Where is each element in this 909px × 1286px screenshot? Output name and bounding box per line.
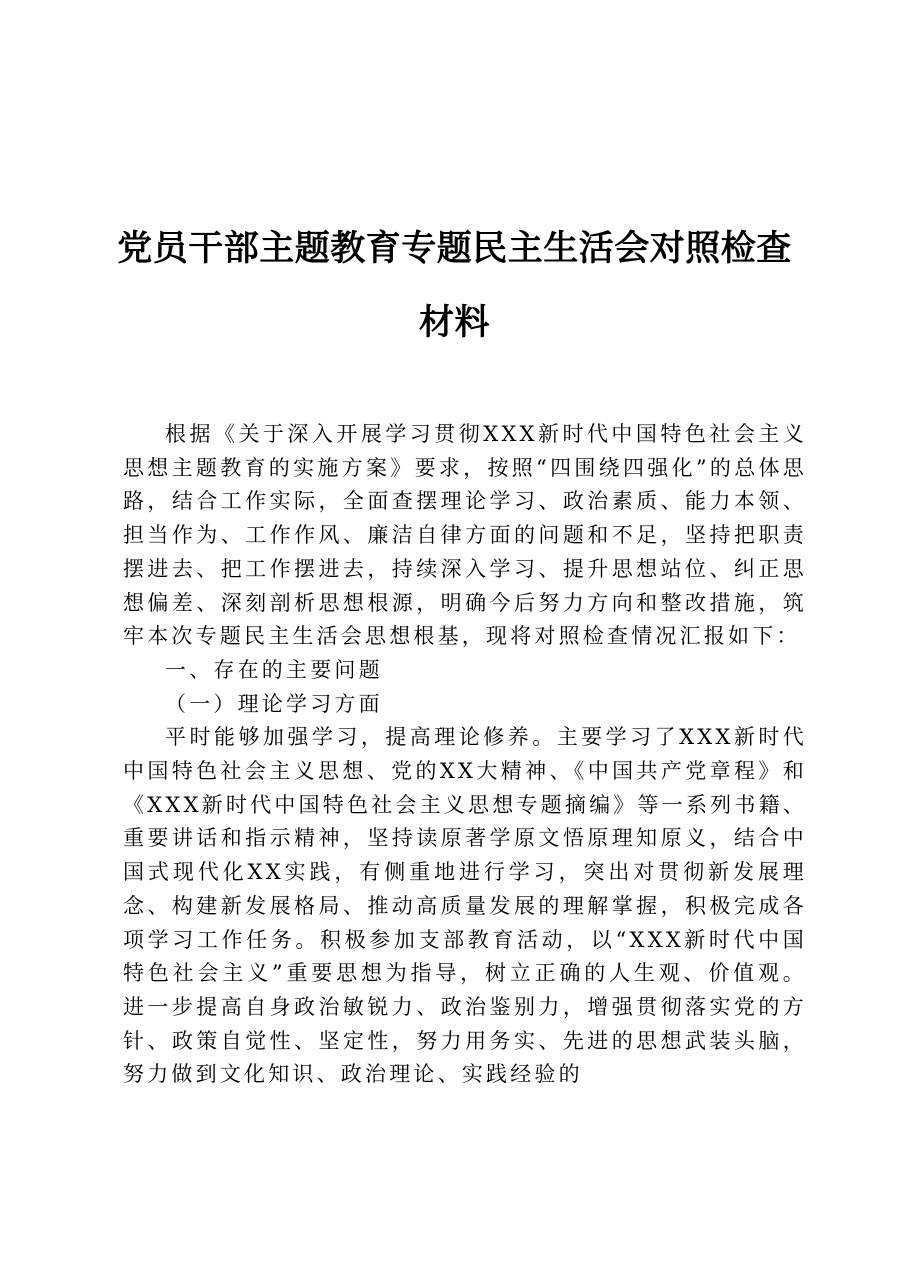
- section-heading: 一、存在的主要问题: [165, 657, 383, 682]
- document-body: [123, 418, 807, 1092]
- intro-paragraph: 根据《关于深入开展学习贯彻XXX新时代中国特色社会主义思想主题教育的实施方案》要求，按照“四围绕四强化”的总体思路，结合工作实际，全面查摆理论学习、政治素质、能力本领、担当作为、工作作风、廉洁自律方面的问题和不足，坚持把职责摆进去、把工作摆进去，持续深入学习、提升思想站位、纠正思想偏差、深刻剖析思想根源，明确今后努力方向和整改措施，筑牢本次专题民主生活会思想根基，现将对照检查情况汇报如下：: [123, 422, 807, 649]
- subsection-heading: （一）理论学习方面: [165, 691, 383, 716]
- theory-study-paragraph: 平时能够加强学习，提高理论修养。主要学习了XXX新时代中国特色社会主义思想、党的XX大精神、《中国共产党章程》和《XXX新时代中国特色社会主义思想专题摘编》等一系列书籍、重要讲话和指示精神，坚持读原著学原文悟原理知原义，结合中国式现代化XX实践，有侧重地进行学习，突出对贯彻新发展理念、构建新发展格局、推动高质量发展的理解掌握，积极完成各项学习工作任务。积极参加支部教育活动，以“XXX新时代中国特色社会主义”重要思想为指导，树立正确的人生观、价值观。进一步提高自身政治敏锐力、政治鉴别力，增强贯彻落实党的方针、政策自觉性、坚定性，努力用务实、先进的思想武装头脑，努力做到文化知识、政治理论、实践经验的: [123, 725, 807, 1087]
- document-title: 党员干部主题教育专题民主生活会对照检查材料: [117, 229, 792, 343]
